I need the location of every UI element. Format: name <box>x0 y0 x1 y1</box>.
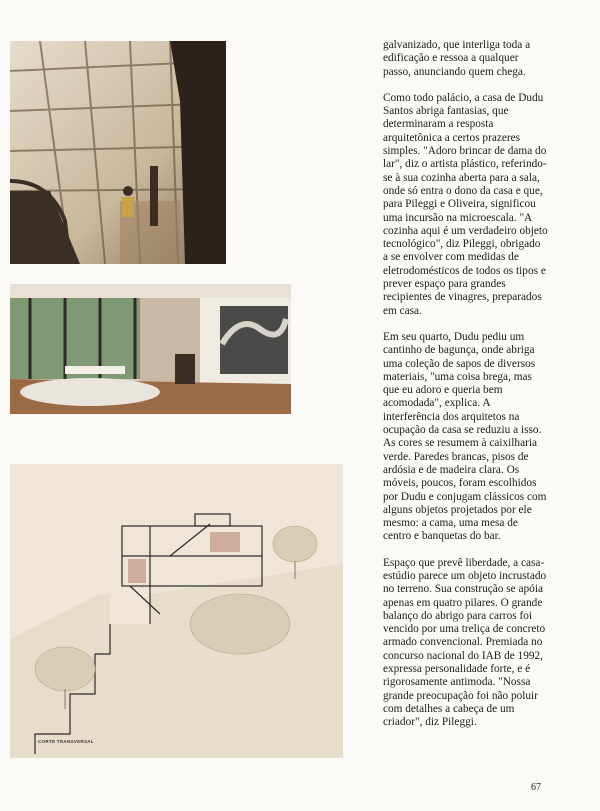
page-number: 67 <box>531 782 541 793</box>
article-paragraph: Em seu quarto, Dudu pediu um cantinho de bagunça, onde abriga uma coleção de sapos de diversos materiais, "uma coisa brega, mas que eu adoro e queria bem acomodada", explica. A interferência dos arquitetos na ocupação da casa se reduziu a isso. As cores se resumem à caixilharia verde. Paredes brancas, pisos de ardósia e de madeira clara. Os móveis, poucos, foram escolhidos por Dudu e conjugam clássicos com alguns objetos projetados por ele mesmo: a cama, uma mesa de centro e banquetas do bar. <box>383 330 547 543</box>
article-paragraph: Espaço que prevê liberdade, a casa-estúdio parece um objeto incrustado no terreno. Sua construção se apóia apenas em quatro pilares. O grande balanço do abrigo para carros foi vencido por uma treliça de concreto armado convencional. Premiada no concurso nacional do IAB de 1992, expressa personalidade forte, e é rigorosamente antimoda. "Nossa grande preocupação foi não poluir com detalhes a cabeça de um criador", diz Pileggi. <box>383 556 547 729</box>
article-paragraph: Como todo palácio, a casa de Dudu Santos abriga fantasias, que determinaram a resposta arquitetônica a certos prazeres simples. "Adoro brincar de dama do lar", diz o artista plástico, referindo-se à sua cozinha aberta para a sala, onde só entra o dono da casa e que, para Pileggi e Oliveira, significou uma incursão na microescala. "A cozinha aqui é um verdadeiro objeto tecnológico", diz Pileggi, obrigado a se envolver com medidas de eletrodomésticos de todos os tipos e prever espaço para grandes recipientes de vinagres, preparados em casa. <box>383 91 548 317</box>
article-paragraph: galvanizado, que interliga toda a edificação e ressoa a qualquer passo, anunciando quem chega. <box>383 39 531 78</box>
living-room-photo <box>10 284 291 414</box>
studio-photo <box>10 41 226 264</box>
section-drawing <box>10 464 343 758</box>
article-text-column <box>383 39 548 743</box>
drawing-caption: CORTE TRANSVERSAL <box>38 739 94 744</box>
